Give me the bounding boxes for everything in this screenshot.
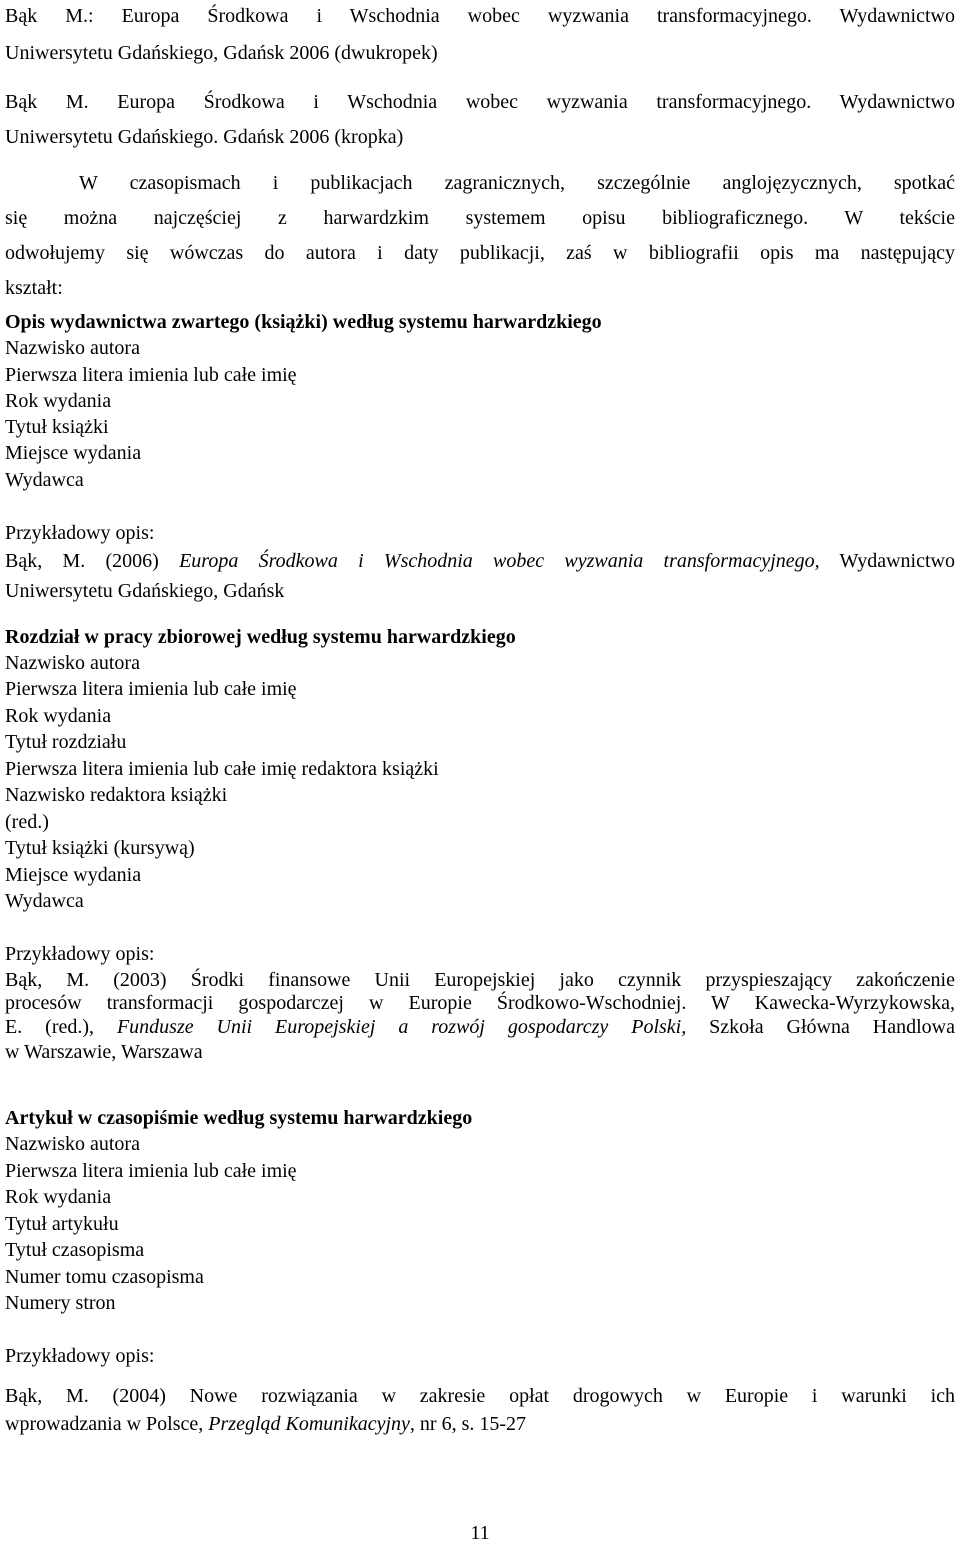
book-field: Tytuł książki xyxy=(5,416,109,438)
chapter-example-label: Przykładowy opis: xyxy=(5,943,155,965)
article-field: Numery stron xyxy=(5,1292,116,1314)
book-example-line-1 xyxy=(5,548,955,574)
article-field: Pierwsza litera imienia lub całe imię xyxy=(5,1160,297,1182)
book-example-publisher: Wydawnictwo xyxy=(819,550,955,572)
book-field: Wydawca xyxy=(5,469,84,491)
chapter-example-line-1: Bąk, M. (2003) Środki finansowe Unii Europejskiej jako czynnik przyspieszający zakończenie xyxy=(5,969,955,991)
article-field: Tytuł czasopisma xyxy=(5,1239,145,1261)
article-example-label: Przykładowy opis: xyxy=(5,1345,155,1367)
book-example-label: Przykładowy opis: xyxy=(5,522,155,544)
article-field: Tytuł artykułu xyxy=(5,1213,119,1235)
chapter-example-book-title: Fundusze Unii Europejskiej a rozwój gospodarczy Polski, xyxy=(116,1016,687,1038)
intro-line-1: W czasopismach i publikacjach zagranicznych, szczególnie anglojęzycznych, spotkać xyxy=(79,172,955,194)
chapter-field: Nazwisko autora xyxy=(5,652,140,674)
book-example-author: Bąk, M. (2006) xyxy=(5,550,180,572)
chapter-field: Rok wydania xyxy=(5,705,112,727)
intro-line-2: się można najczęściej z harwardzkim systemem opisu bibliograficznego. W tekście xyxy=(5,207,955,229)
article-example-pages: , nr 6, s. 15-27 xyxy=(409,1413,527,1435)
chapter-heading: Rozdział w pracy zbiorowej według systemu harwardzkiego xyxy=(5,626,516,648)
page-number: 11 xyxy=(470,1522,490,1544)
chapter-field: Wydawca xyxy=(5,890,84,912)
article-field: Nazwisko autora xyxy=(5,1133,140,1155)
intro-line-4: kształt: xyxy=(5,277,63,299)
book-field: Miejsce wydania xyxy=(5,442,142,464)
book-example-line-2: Uniwersytetu Gdańskiego, Gdańsk xyxy=(5,580,285,602)
chapter-field: Tytuł rozdziału xyxy=(5,731,127,753)
book-field: Nazwisko autora xyxy=(5,337,140,359)
chapter-example-line-3 xyxy=(5,1014,955,1040)
chapter-example-line-2: procesów transformacji gospodarczej w Europie Środkowo-Wschodniej. W Kawecka-Wyrzykowska, xyxy=(5,992,955,1014)
chapter-field: Miejsce wydania xyxy=(5,864,142,886)
article-example-prefix: wprowadzania w Polsce, xyxy=(5,1413,209,1435)
chapter-field: Pierwsza litera imienia lub całe imię redaktora książki xyxy=(5,758,439,780)
book-example-title: Europa Środkowa i Wschodnia wobec wyzwania transformacyjnego, xyxy=(179,550,820,572)
chapter-field: Tytuł książki (kursywą) xyxy=(5,837,195,859)
chapter-field: Nazwisko redaktora książki xyxy=(5,784,228,806)
book-heading: Opis wydawnictwa zwartego (książki) według systemu harwardzkiego xyxy=(5,311,602,333)
period-citation-line-2: Uniwersytetu Gdańskiego. Gdańsk 2006 (kropka) xyxy=(5,126,404,148)
colon-citation-line-2: Uniwersytetu Gdańskiego, Gdańsk 2006 (dwukropek) xyxy=(5,42,438,64)
intro-line-3: odwołujemy się wówczas do autora i daty publikacji, zaś w bibliografii opis ma następujący xyxy=(5,242,955,264)
chapter-field: (red.) xyxy=(5,811,49,833)
chapter-example-editor: E. (red.), xyxy=(5,1016,117,1038)
article-heading: Artykuł w czasopiśmie według systemu harwardzkiego xyxy=(5,1107,473,1129)
article-example-line-2 xyxy=(5,1411,526,1437)
chapter-field: Pierwsza litera imienia lub całe imię xyxy=(5,678,297,700)
period-citation-line-1: Bąk M. Europa Środkowa i Wschodnia wobec wyzwania transformacyjnego. Wydawnictwo xyxy=(5,91,955,113)
book-field: Pierwsza litera imienia lub całe imię xyxy=(5,364,297,386)
article-example-journal: Przegląd Komunikacyjny xyxy=(208,1413,410,1435)
chapter-example-publisher: Szkoła Główna Handlowa xyxy=(686,1016,955,1038)
article-example-line-1: Bąk, M. (2004) Nowe rozwiązania w zakresie opłat drogowych w Europie i warunki ich xyxy=(5,1385,955,1407)
article-field: Numer tomu czasopisma xyxy=(5,1266,204,1288)
book-field: Rok wydania xyxy=(5,390,112,412)
article-field: Rok wydania xyxy=(5,1186,112,1208)
colon-citation-line-1: Bąk M.: Europa Środkowa i Wschodnia wobec wyzwania transformacyjnego. Wydawnictwo xyxy=(5,5,955,27)
chapter-example-line-4: w Warszawie, Warszawa xyxy=(5,1041,203,1063)
